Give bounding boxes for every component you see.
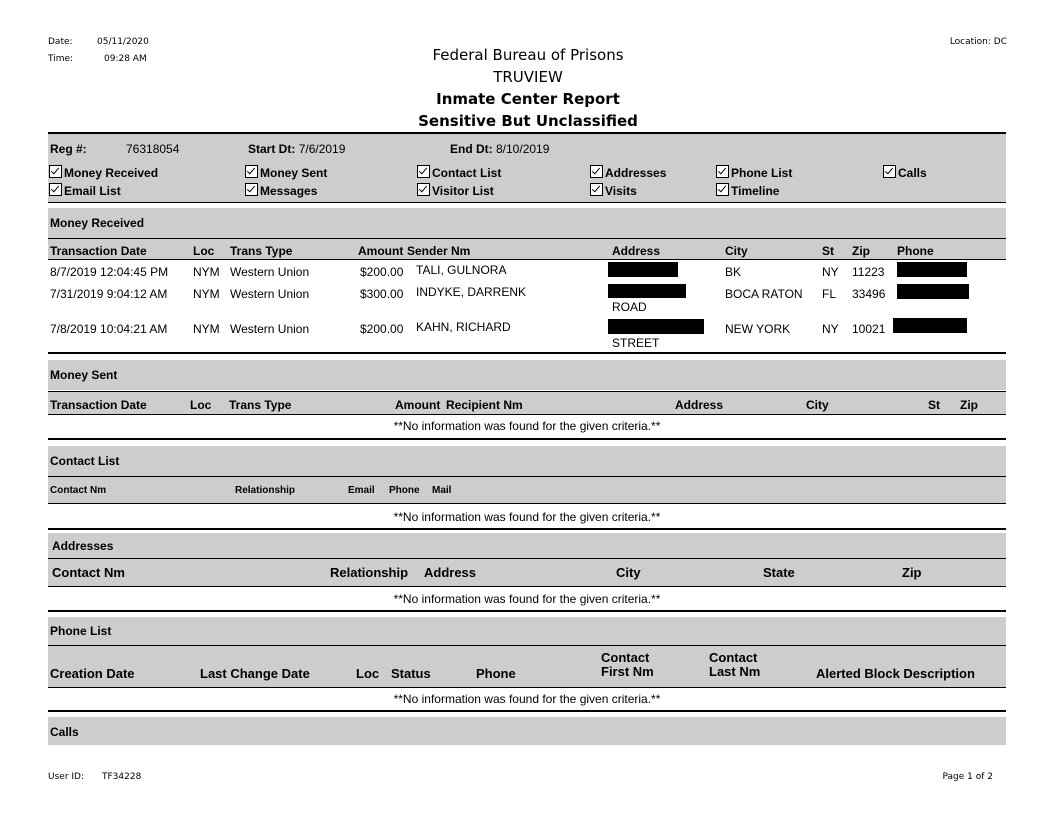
col-trans-type: Trans Type <box>229 398 292 412</box>
check-contact-list[interactable]: Contact List <box>417 165 501 180</box>
time-value: 09:28 AM <box>104 54 147 64</box>
check-timeline[interactable]: Timeline <box>716 183 779 198</box>
table-header <box>48 559 1006 586</box>
col-loc: Loc <box>190 398 212 412</box>
check-addresses[interactable]: Addresses <box>590 165 666 180</box>
section-phone-list <box>48 617 1006 645</box>
checkbox-checked-icon <box>417 165 430 178</box>
start-label: Start Dt: <box>248 142 296 156</box>
col-amount: Amount <box>358 244 404 258</box>
col-contact-nm: Contact Nm <box>50 485 107 496</box>
col-city: City <box>725 244 748 258</box>
col-zip: Zip <box>852 244 870 258</box>
report-classification: Sensitive But Unclassified <box>418 112 638 130</box>
col-relationship: Relationship <box>330 565 409 580</box>
section-calls <box>48 717 1006 745</box>
check-money-received[interactable]: Money Received <box>49 165 158 180</box>
check-visitor-list[interactable]: Visitor List <box>417 183 494 198</box>
start-value: 7/6/2019 <box>298 142 346 156</box>
check-visits[interactable]: Visits <box>590 183 637 198</box>
checkbox-checked-icon <box>245 165 258 178</box>
col-st: St <box>928 398 940 412</box>
col-transaction-date: Transaction Date <box>50 398 147 412</box>
page-number: Page 1 of 2 <box>942 772 993 782</box>
col-city: City <box>616 565 641 580</box>
col-zip: Zip <box>960 398 978 412</box>
report-system: TRUVIEW <box>493 68 563 86</box>
time-label: Time: <box>48 54 74 64</box>
redaction-box <box>608 319 704 334</box>
col-address: Address <box>612 244 661 258</box>
table-header <box>48 477 1006 503</box>
col-sender: Sender Nm <box>407 244 471 258</box>
check-money-sent[interactable]: Money Sent <box>245 165 327 180</box>
section-title: Contact List <box>50 454 120 468</box>
col-city: City <box>806 398 829 412</box>
col-contact-nm: Contact Nm <box>52 565 125 580</box>
section-money-sent <box>48 360 1006 390</box>
col-state: State <box>763 565 795 580</box>
no-info-message: **No information was found for the given criteria.** <box>393 592 661 606</box>
checkbox-checked-icon <box>590 165 603 178</box>
report-agency: Federal Bureau of Prisons <box>432 46 624 64</box>
section-title: Money Received <box>50 216 145 230</box>
section-title: Phone List <box>50 624 112 638</box>
col-relationship: Relationship <box>235 485 296 496</box>
checkbox-checked-icon <box>716 165 729 178</box>
checkbox-checked-icon <box>883 165 896 178</box>
col-phone: Phone <box>897 244 934 258</box>
checkbox-checked-icon <box>49 183 62 196</box>
col-phone: Phone <box>389 485 420 496</box>
redaction-box <box>897 284 969 299</box>
col-loc: Loc <box>356 666 380 681</box>
checkbox-checked-icon <box>49 165 62 178</box>
section-addresses <box>48 533 1006 558</box>
end-value: 8/10/2019 <box>496 142 550 156</box>
redaction-box <box>897 262 967 277</box>
col-loc: Loc <box>193 244 215 258</box>
no-info-message: **No information was found for the given criteria.** <box>393 692 661 706</box>
end-label: End Dt: <box>450 142 493 156</box>
checkbox-checked-icon <box>590 183 603 196</box>
col-zip: Zip <box>902 565 922 580</box>
redaction-box <box>608 284 686 298</box>
col-alerted-block-description: Alerted Block Description <box>816 666 975 681</box>
check-calls[interactable]: Calls <box>883 165 927 180</box>
section-contact-list <box>48 446 1006 476</box>
reg-label: Reg #: <box>50 142 87 156</box>
section-title: Calls <box>50 725 79 739</box>
check-phone-list[interactable]: Phone List <box>716 165 792 180</box>
col-recipient: Recipient Nm <box>446 398 523 412</box>
check-email-list[interactable]: Email List <box>49 183 121 198</box>
user-id-value: TF34228 <box>102 772 142 782</box>
no-info-message: **No information was found for the given criteria.** <box>393 419 661 433</box>
col-transaction-date: Transaction Date <box>50 244 147 258</box>
col-mail: Mail <box>432 485 452 496</box>
check-messages[interactable]: Messages <box>245 183 317 198</box>
location: Location: DC <box>949 37 1007 47</box>
col-status: Status <box>391 666 431 681</box>
section-title: Addresses <box>52 539 114 553</box>
checkbox-checked-icon <box>245 183 258 196</box>
col-creation-date: Creation Date <box>50 666 135 681</box>
no-info-message: **No information was found for the given criteria.** <box>393 510 661 524</box>
col-amount: Amount <box>395 398 441 412</box>
reg-value: 76318054 <box>126 142 180 156</box>
col-contact-last-nm: Contact Last Nm <box>709 650 761 679</box>
col-st: St <box>822 244 834 258</box>
col-phone: Phone <box>476 666 516 681</box>
col-contact-first-nm: Contact First Nm <box>601 650 654 679</box>
date-label: Date: <box>48 37 73 47</box>
date-value: 05/11/2020 <box>97 37 149 47</box>
col-address: Address <box>675 398 724 412</box>
redaction-box <box>608 262 678 277</box>
col-address: Address <box>424 565 477 580</box>
checkbox-checked-icon <box>716 183 729 196</box>
col-last-change-date: Last Change Date <box>200 666 310 681</box>
col-email: Email <box>348 485 375 496</box>
checkbox-checked-icon <box>417 183 430 196</box>
section-title: Money Sent <box>50 368 118 382</box>
col-trans-type: Trans Type <box>230 244 293 258</box>
user-id-label: User ID: <box>48 772 84 782</box>
section-money-received <box>48 208 1006 238</box>
redaction-box <box>893 318 967 333</box>
report-title: Inmate Center Report <box>436 90 620 108</box>
